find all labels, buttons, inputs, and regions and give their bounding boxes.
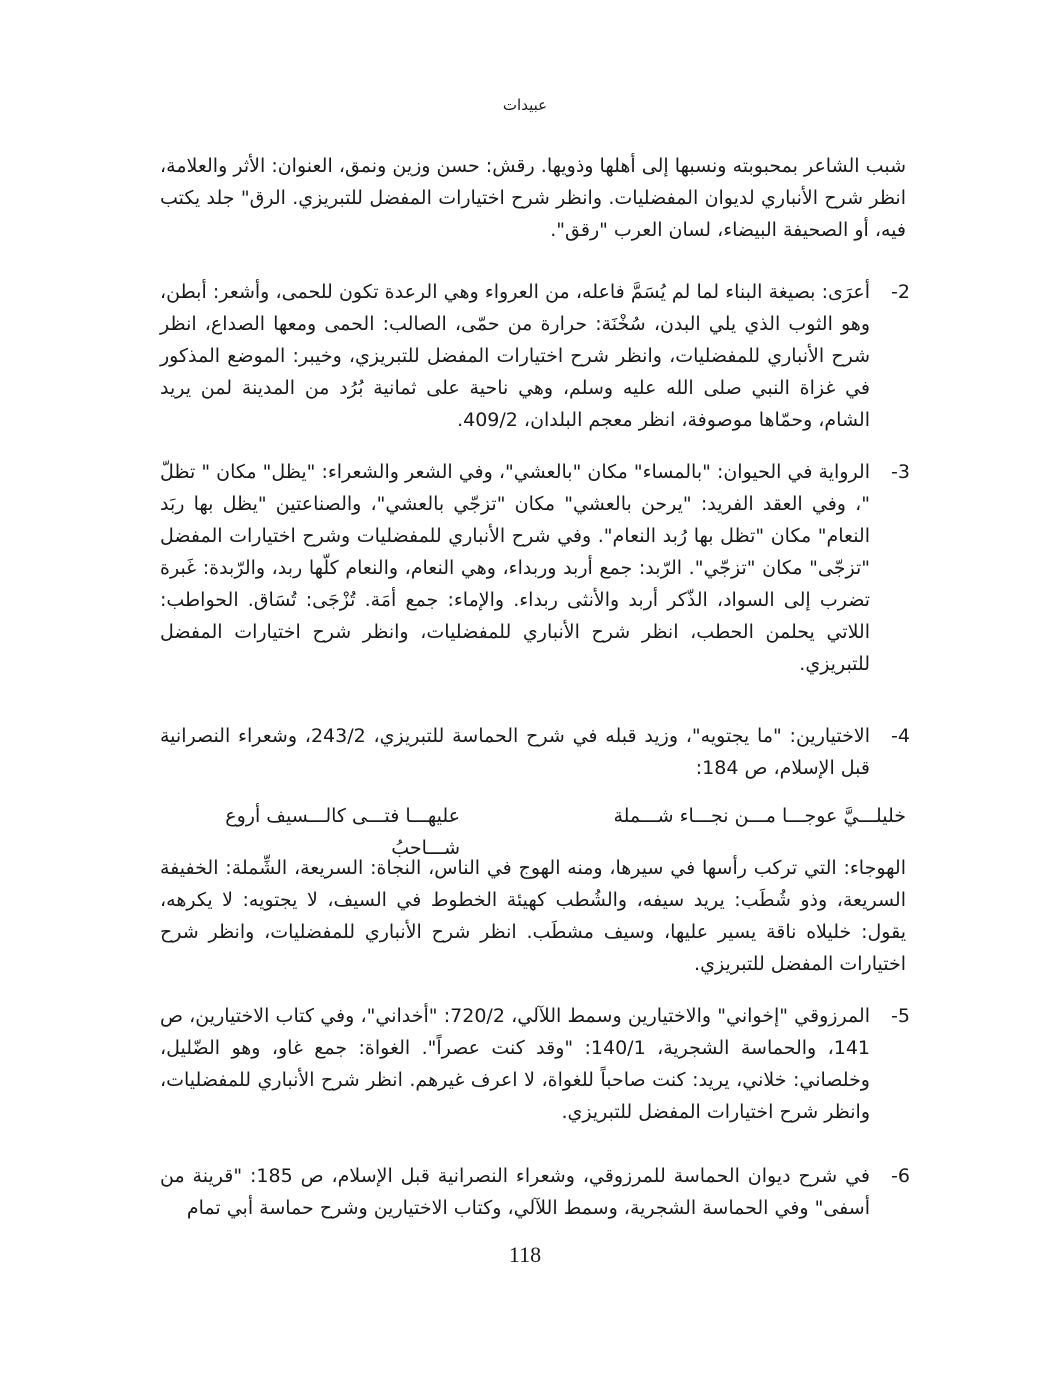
footnote-text: الرواية في الحيوان: "بالمساء" مكان "بالعشي"، وفي الشعر والشعراء: "يظل" مكان " تظلّ "، وفي العقد الفريد: "يرحن بالعشي" مكان "تزجّي بالعشي"، والصناعتين "يظل بها ربَد النعام" مكان "تظل بها رُبد النعام". وفي شرح الأنباري للمفضليات وشرح اختيارات المفضل "تزجّى" مكان "تزجّي". الرّبد: جمع أربد وربداء، وهي النعام، والنعام كلّها ربد، والرّبدة: غَبرة تضرب إلى السواد، الذّكر أربد والأنثى ربداء. والإماء: جمع أمَة. تُزْجَى: تُسَاق. الحواطب: اللاتي يحلمن الحطب، انظر شرح الأنباري للمفضليات، وانظر شرح اختيارات المفضل للتبريزي. xyxy=(160,461,870,675)
poetry-verse xyxy=(160,800,906,859)
footnote-number: -3 xyxy=(891,461,910,483)
footnote-text: المرزوقي "إخواني" والاختيارين وسمط اللآلي، 720/2: "أخداني"، وفي كتاب الاختيارين، ص 141، والحماسة الشجرية، 140/1: "وقد كنت عصراً". الغواة: جمع غاو، وهو الضّليل، وخلصاني: خلاني، يريد: كنت صاحباً للغواة، لا اعرف غيرهم. انظر شرح الأنباري للمفضليات، وانظر شرح اختيارات المفضل للتبريزي. xyxy=(160,1005,871,1123)
footnote-number: -5 xyxy=(891,1005,910,1027)
footnote-text: في شرح ديوان الحماسة للمرزوقي، وشعراء النصرانية قبل الإسلام، ص 185: "قرينة من أسفى" وفي الحماسة الشجرية، وسمط اللآلي، وكتاب الاختيارين وشرح حماسة أبي تمام xyxy=(160,1165,870,1219)
footnote-5 xyxy=(160,1000,910,1128)
intro-paragraph: شبب الشاعر بمحبوبته ونسبها إلى أهلها وذويها. رقش: حسن وزين ونمق، العنوان: الأثر والعلامة، انظر شرح الأنباري لديوان المفضليات. وانظر شرح اختيارات المفضل للتبريزي. الرق" جلد يكتب فيه، أو الصحيفة البيضاء، لسان العرب "رقق". xyxy=(160,155,906,241)
footnote-number: -2 xyxy=(891,281,910,303)
verse-commentary: الهوجاء: التي تركب رأسها في سيرها، ومنه الهوج في الناس، النجاة: السريعة، الشِّملة: الخفيفة السريعة، وذو شُطَب: يريد سيفه، والشُطب كهيئة الخطوط في السيف، لا يجتويه: لا يكرهه، يقول: خليلاه ناقة يسير عليها، وسيف مشطَب. انظر شرح الأنباري للمفضليات، وانظر شرح اختيارات المفضل للتبريزي. xyxy=(160,857,906,975)
footnote-4 xyxy=(160,720,910,784)
running-head: عبيدات xyxy=(502,96,548,114)
footnote-text: أعرَى: بصيغة البناء لما لم يُسَمَّ فاعله، من العرواء وهي الرعدة تكون للحمى، وأشعر: أبطن، وهو الثوب الذي يلي البدن، سُخْنَة: حرارة من حمّى، الصالب: الحمى ومعها الصداع، انظر شرح الأنباري للمفضليات، وانظر شرح اختيارات المفضل للتبريزي، وخيبر: الموضع المذكور في غزاة النبي صلى الله عليه وسلم، وهي ناحية على ثمانية بُرُد من المدينة لمن يريد الشام، وحمّاها موصوفة، انظر معجم البلدان، 409/2. xyxy=(160,281,870,431)
footnote-number: -4 xyxy=(891,725,910,747)
footnote-6 xyxy=(160,1160,910,1224)
footnote-2 xyxy=(160,276,910,436)
verse-first-hemistich: خليلـــيَّ عوجـــا مـــن نجـــاء شـــملة xyxy=(613,805,906,827)
footnote-3 xyxy=(160,456,910,680)
page-number: 118 xyxy=(508,1242,542,1267)
footnote-number: -6 xyxy=(891,1165,910,1187)
verse-second-hemistich: عليهـــا فتـــى كالـــسيف أروع شـــاحبُ xyxy=(225,805,460,859)
footnote-text: الاختيارين: "ما يجتويه"، وزيد قبله في شرح الحماسة للتبريزي، 243/2، وشعراء النصرانية قبل الإسلام، ص 184: xyxy=(160,725,870,779)
